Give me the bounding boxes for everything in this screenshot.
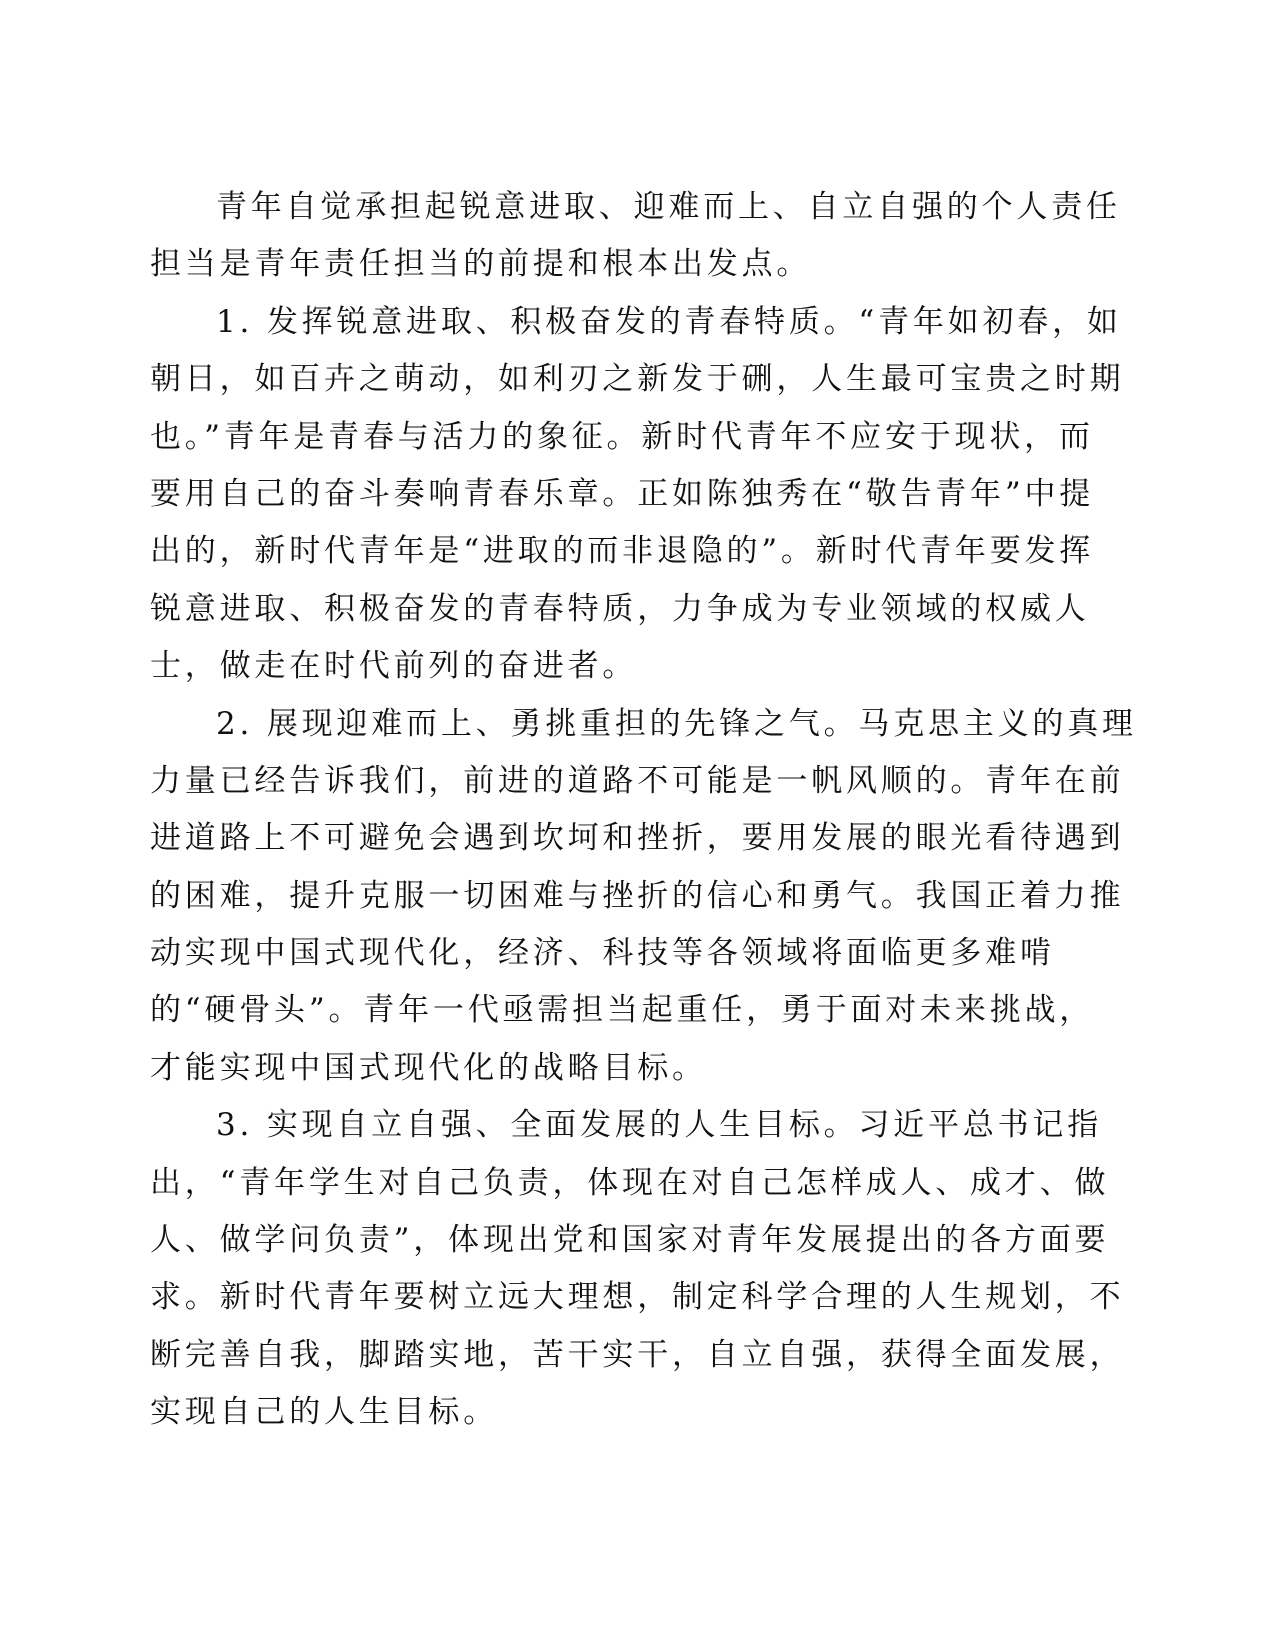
text-line: 进道路上不可避免会遇到坎坷和挫折，要用发展的眼光看待遇到 <box>150 820 1125 857</box>
text-line: 的“硬骨头”。青年一代亟需担当起重任，勇于面对未来挑战， <box>150 992 1095 1029</box>
text-line: 士，做走在时代前列的奋进者。 <box>150 648 638 685</box>
text-line: 青年自觉承担起锐意进取、迎难而上、自立自强的个人责任 <box>216 189 1121 225</box>
text-line: 出，“青年学生对自己负责，体现在对自己怎样成人、成才、做 <box>150 1164 1110 1201</box>
text-line: 人、做学问负责”，体现出党和国家对青年发展提出的各方面要 <box>150 1222 1110 1259</box>
text-line: 锐意进取、积极奋发的青春特质，力争成为专业领域的权威人 <box>150 590 1090 627</box>
text-line: 也。”青年是青春与活力的象征。新时代青年不应安于现状，而 <box>150 418 1094 455</box>
text-line: 1. 发挥锐意进取、积极奋发的青春特质。“青年如初春，如 <box>216 303 1122 340</box>
text-line: 实现自己的人生目标。 <box>150 1394 498 1431</box>
text-line: 动实现中国式现代化，经济、科技等各领域将面临更多难啃 <box>150 935 1055 972</box>
text-line: 才能实现中国式现代化的战略目标。 <box>150 1049 707 1086</box>
text-line: 担当是青年责任担当的前提和根本出发点。 <box>150 246 812 283</box>
text-line: 的困难，提升克服一切困难与挫折的信心和勇气。我国正着力推 <box>150 877 1125 914</box>
text-line: 要用自己的奋斗奏响青春乐章。正如陈独秀在“敬告青年”中提 <box>150 475 1095 512</box>
text-line: 2. 展现迎难而上、勇挑重担的先锋之气。马克思主义的真理 <box>216 705 1137 742</box>
text-line: 朝日，如百卉之萌动，如利刃之新发于硎，人生最可宝贵之时期 <box>150 361 1125 398</box>
text-line: 3. 实现自立自强、全面发展的人生目标。习近平总书记指 <box>216 1107 1103 1144</box>
document-page <box>150 179 1137 1442</box>
text-line: 断完善自我，脚踏实地，苦干实干，自立自强，获得全面发展， <box>150 1336 1125 1373</box>
text-line: 出的，新时代青年是“进取的而非退隐的”。新时代青年要发挥 <box>150 533 1095 570</box>
text-line: 力量已经告诉我们，前进的道路不可能是一帆风顺的。青年在前 <box>150 762 1125 799</box>
text-line: 求。新时代青年要树立远大理想，制定科学合理的人生规划，不 <box>150 1279 1125 1316</box>
